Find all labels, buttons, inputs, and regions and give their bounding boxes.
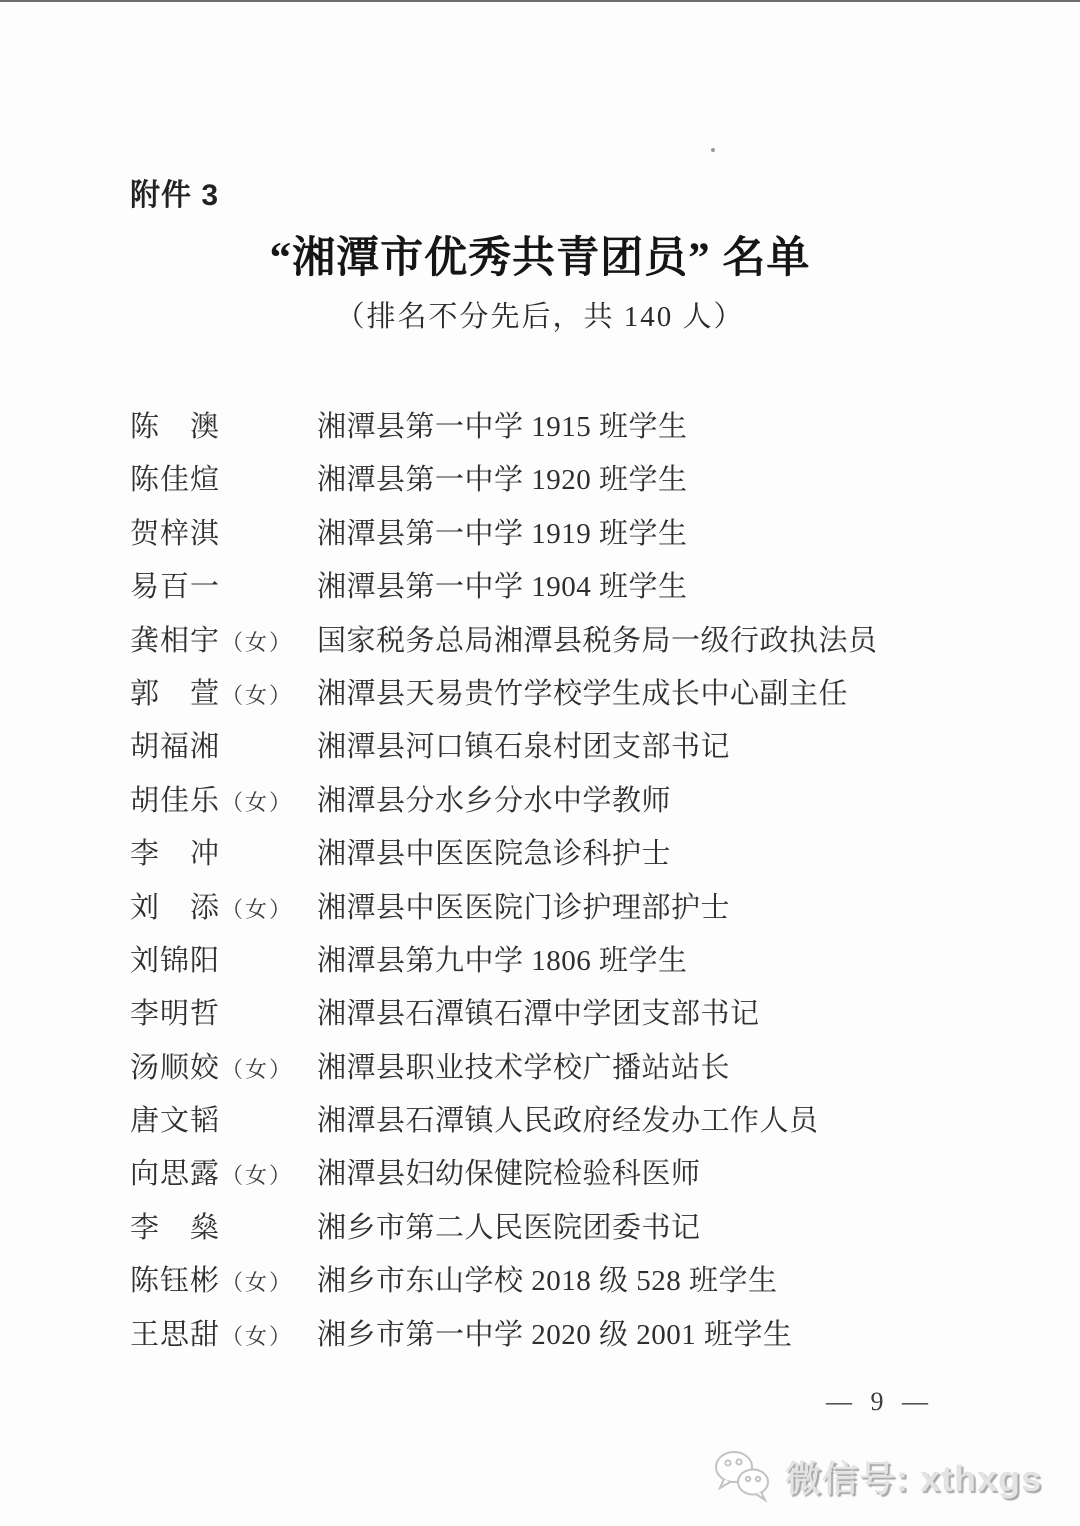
member-affiliation: 湘潭县分水乡分水中学教师 (317, 784, 672, 817)
member-gender: （女） (221, 682, 294, 708)
member-name-cell (130, 463, 317, 497)
list-item (130, 677, 1030, 730)
member-affiliation: 湘潭县第一中学 1919 班学生 (317, 517, 688, 550)
member-gender: （女） (221, 789, 294, 815)
page-title: “湘潭市优秀共青团员” 名单 (269, 235, 811, 282)
member-name-cell (130, 784, 317, 820)
member-affiliation: 国家税务总局湘潭县税务局一级行政执法员 (317, 624, 878, 657)
member-name: 李 冲 (130, 838, 221, 871)
watermark-text: 微信号: xthxgs (784, 1457, 1042, 1499)
list-item (130, 624, 1030, 677)
member-affiliation: 湘潭县河口镇石泉村团支部书记 (317, 731, 731, 764)
list-item (130, 570, 1030, 623)
list-item (130, 997, 1030, 1050)
member-affiliation: 湘潭县妇幼保健院检验科医师 (317, 1158, 701, 1191)
list-item (130, 784, 1030, 837)
member-name-cell (130, 410, 317, 444)
attachment-label: 附件 3 (130, 179, 220, 212)
member-name-cell (130, 1051, 317, 1087)
member-affiliation: 湘潭县天易贵竹学校学生成长中心副主任 (317, 677, 849, 710)
list-item (130, 410, 1030, 463)
member-name-cell (130, 997, 317, 1031)
member-name: 向思露 (130, 1158, 221, 1191)
member-affiliation: 湘潭县第九中学 1806 班学生 (317, 944, 688, 977)
member-gender: （女） (221, 1163, 294, 1189)
list-item (130, 517, 1030, 570)
member-name: 陈佳煊 (130, 464, 221, 497)
member-affiliation: 湘潭县第一中学 1904 班学生 (317, 571, 688, 604)
member-name: 李 燊 (130, 1211, 221, 1244)
member-affiliation: 湘乡市第一中学 2020 级 2001 班学生 (317, 1318, 793, 1351)
member-affiliation: 湘潭县中医医院门诊护理部护士 (317, 891, 731, 924)
member-name-cell (130, 1264, 317, 1300)
member-name-cell (130, 1318, 317, 1354)
list-item (130, 944, 1030, 997)
member-gender: （女） (221, 1323, 294, 1349)
member-name-cell (130, 1211, 317, 1245)
member-name: 易百一 (130, 571, 221, 604)
member-name-cell (130, 891, 317, 927)
list-item (130, 463, 1030, 516)
page-number: — 9 — (826, 1387, 934, 1416)
member-gender: （女） (221, 1056, 294, 1082)
member-list (130, 410, 1030, 1371)
member-name: 汤顺姣 (130, 1051, 221, 1084)
list-item (130, 1104, 1030, 1157)
member-name-cell (130, 677, 317, 713)
list-item (130, 891, 1030, 944)
member-affiliation: 湘潭县职业技术学校广播站站长 (317, 1051, 731, 1084)
member-gender: （女） (221, 1270, 294, 1296)
member-name: 陈钰彬 (130, 1265, 221, 1298)
member-name-cell (130, 570, 317, 604)
member-name: 郭 萱 (130, 677, 221, 710)
member-gender: （女） (221, 629, 294, 655)
member-name: 龚相宇 (130, 624, 221, 657)
member-affiliation: 湘潭县中医医院急诊科护士 (317, 838, 672, 871)
list-item (130, 1157, 1030, 1210)
member-name-cell (130, 517, 317, 551)
member-name: 刘 添 (130, 891, 221, 924)
wechat-icon (711, 1446, 775, 1506)
member-affiliation: 湘乡市第二人民医院团委书记 (317, 1211, 701, 1244)
member-affiliation: 湘乡市东山学校 2018 级 528 班学生 (317, 1265, 778, 1298)
member-gender: （女） (221, 896, 294, 922)
list-item (130, 1211, 1030, 1264)
list-item (130, 1264, 1030, 1317)
member-name-cell (130, 944, 317, 978)
list-item (130, 837, 1030, 890)
member-name: 刘锦阳 (130, 944, 221, 977)
page-subtitle: （排名不分先后，共 140 人） (335, 301, 745, 333)
list-item (130, 1318, 1030, 1371)
member-name-cell (130, 1104, 317, 1138)
member-name: 贺梓淇 (130, 517, 221, 550)
member-name-cell (130, 837, 317, 871)
member-affiliation: 湘潭县石潭镇石潭中学团支部书记 (317, 998, 760, 1031)
member-name: 李明哲 (130, 998, 221, 1031)
member-name: 胡佳乐 (130, 784, 221, 817)
member-name: 王思甜 (130, 1318, 221, 1351)
member-affiliation: 湘潭县第一中学 1920 班学生 (317, 464, 688, 497)
member-name: 唐文韬 (130, 1105, 221, 1138)
member-name: 胡福湘 (130, 731, 221, 764)
watermark (711, 1446, 1042, 1506)
member-affiliation: 湘潭县第一中学 1915 班学生 (317, 411, 688, 443)
list-item (130, 730, 1030, 783)
list-item (130, 1051, 1030, 1104)
member-name-cell (130, 730, 317, 764)
member-name: 陈 澳 (130, 411, 221, 443)
member-name-cell (130, 1157, 317, 1193)
member-name-cell (130, 624, 317, 660)
member-affiliation: 湘潭县石潭镇人民政府经发办工作人员 (317, 1105, 819, 1138)
scan-speck (711, 148, 715, 152)
